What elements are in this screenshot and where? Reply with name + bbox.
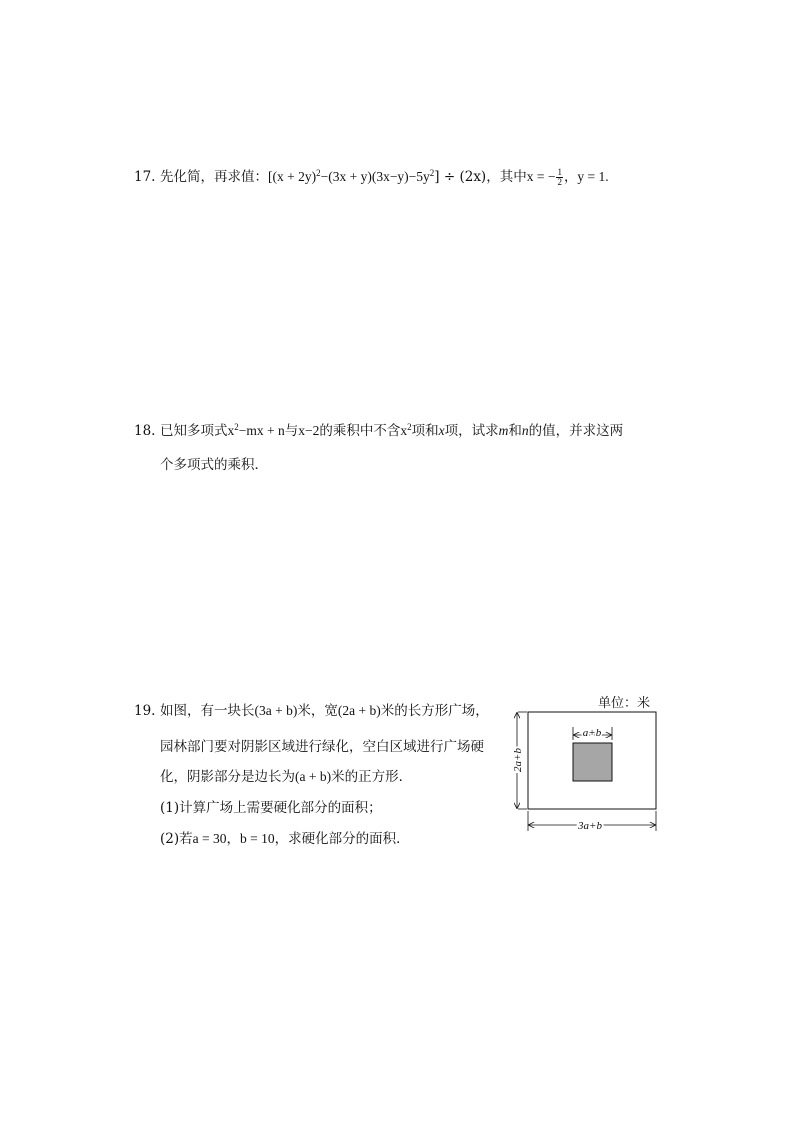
- height-dimension-label: 2a+b: [512, 748, 524, 772]
- x-value: x = − $\frac{1}{2}$: [526, 167, 562, 188]
- question-number: 17.: [134, 169, 156, 185]
- math-expression: [$(x + 2y)^2-(3x + y)(3x-y)-5y^2$: [268, 168, 435, 184]
- question-19-part1: (1)计算广场上需要硬化部分的面积；: [160, 800, 382, 816]
- question-text: 如图，有一块长(3a + b)米，宽(2a + b)米的长方形广场，: [160, 703, 489, 719]
- question-19-line2: 园林部门要对阴影区域进行绿化，空白区域进行广场硬: [160, 739, 484, 755]
- question-18-line2: 个多项式的乘积．: [160, 457, 268, 473]
- question-text: 先化简，再求值：$[(x + 2y)^2-(3x + y)(3x-y)-5y^2] \div (2x)$，其中x = − $\frac{1}{2}$ ，y = 1.: [160, 167, 609, 188]
- square-dimension-label: a+b: [582, 727, 602, 739]
- question-18: [134, 417, 623, 445]
- question-19: [134, 697, 489, 725]
- plaza-diagram: [505, 705, 665, 835]
- fraction: $\frac{1}{2}$: [557, 167, 562, 188]
- shaded-square: [573, 743, 612, 781]
- question-number: 19.: [134, 703, 156, 719]
- unit-label: 单位：米: [598, 696, 651, 711]
- question-number: 18.: [134, 423, 156, 439]
- question-17: [134, 163, 609, 191]
- question-19-line3: 化，阴影部分是边长为(a + b)米的正方形．: [160, 769, 413, 785]
- question-text: 已知多项式$x^2-mx + n$与x−2的乘积中不含$x^2$项和x项，试求m和n的值，并求这两: [160, 422, 624, 439]
- question-19-part2: (2)若a = 30，b = 10，求硬化部分的面积．: [160, 831, 410, 847]
- width-dimension-label: 3a+b: [578, 820, 602, 832]
